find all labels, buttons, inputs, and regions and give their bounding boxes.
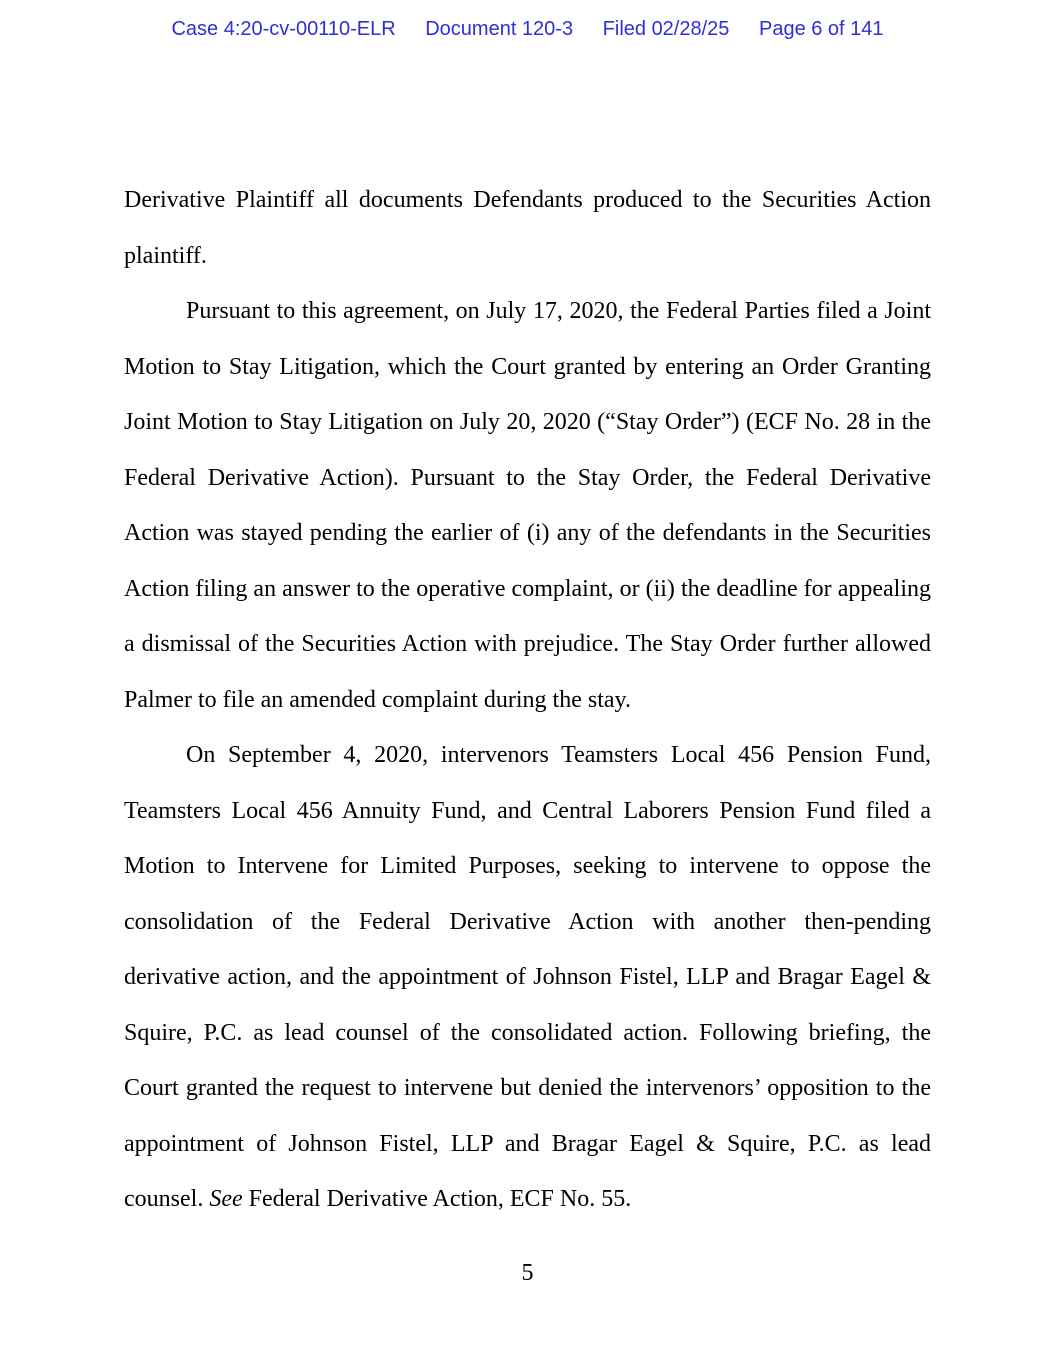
case-number: Case 4:20-cv-00110-ELR <box>171 18 396 40</box>
page-number: 5 <box>521 1260 534 1286</box>
paragraph-3 <box>124 728 931 1228</box>
document-body <box>124 173 931 1228</box>
see-signal: See <box>209 1186 243 1212</box>
document-number: Document 120-3 <box>425 18 574 40</box>
page-count: Page 6 of 141 <box>758 18 884 40</box>
paragraph-1: Derivative Plaintiff all documents Defendants produced to the Securities Action plaintiff. <box>124 187 931 269</box>
paragraph-3-citation: Federal Derivative Action, ECF No. 55. <box>242 1186 632 1212</box>
paragraph-3-text: On September 4, 2020, intervenors Teamsters Local 456 Pension Fund, Teamsters Local 456 Annuity Fund, and Central Laborers Pension Fund filed a Motion to Intervene for Limited Purposes, seeking to intervene to oppose the consolidation of the Federal Derivative Action with another then-pending derivative action, and the appointment of Johnson Fistel, LLP and Bragar Eagel & Squire, P.C. as lead counsel of the consolidated action. Following briefing, the Court granted the request to intervene but denied the intervenors’ opposition to the appointment of Johnson Fistel, LLP and Bragar Eagel & Squire, P.C. as lead counsel. <box>124 742 931 1212</box>
filing-header <box>0 18 1055 41</box>
filed-date: Filed 02/28/25 <box>602 18 730 40</box>
paragraph-2: Pursuant to this agreement, on July 17, 2020, the Federal Parties filed a Joint Motion to Stay Litigation, which the Court granted by entering an Order Granting Joint Motion to Stay Litigation on July 20, 2020 (“Stay Order”) (ECF No. 28 in the Federal Derivative Action). Pursuant to the Stay Order, the Federal Derivative Action was stayed pending the earlier of (i) any of the defendants in the Securities Action filing an answer to the operative complaint, or (ii) the deadline for appealing a dismissal of the Securities Action with prejudice. The Stay Order further allowed Palmer to file an amended complaint during the stay. <box>124 298 931 713</box>
